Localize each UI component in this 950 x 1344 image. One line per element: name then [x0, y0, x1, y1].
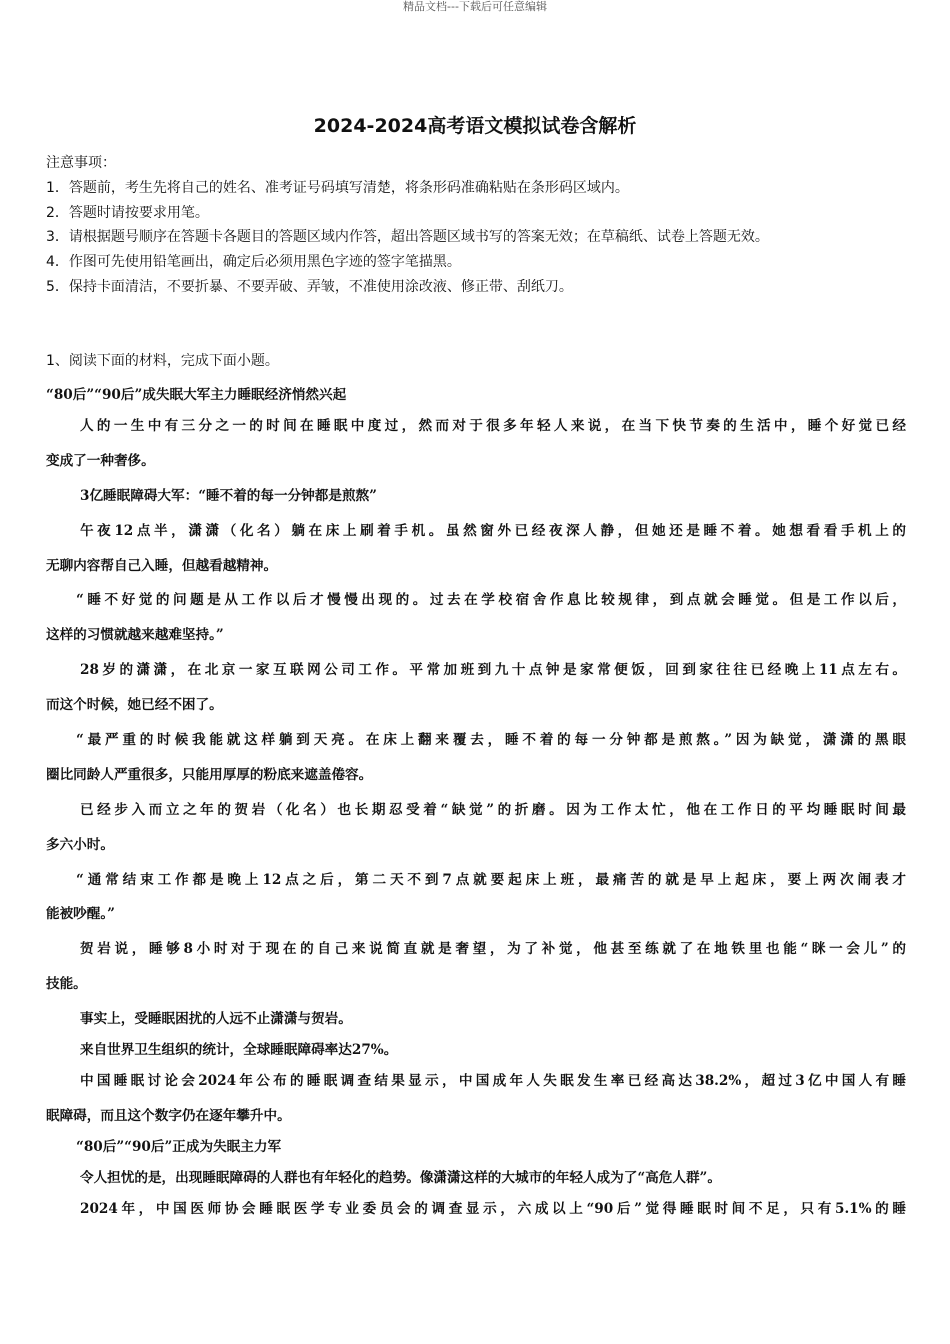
- article-line: “睡不好觉的问题是从工作以后才慢慢出现的。过去在学校宿舍作息比较规律，到点就会睡觉。但是工作以后，: [76, 592, 906, 609]
- article-subheading: “80后”“90后”正成为失眠主力军: [76, 1139, 282, 1156]
- article-line: 28岁的潇潇，在北京一家互联网公司工作。平常加班到九十点钟是家常便饭，回到家往往已经晚上11点左右。: [80, 662, 906, 679]
- article-line: 令人担忧的是，出现睡眠障碍的人群也有年轻化的趋势。像潇潇这样的大城市的年轻人成为了“高危人群”。: [80, 1170, 721, 1187]
- article-body: [46, 380, 906, 1225]
- notice-heading: 注意事项：: [46, 155, 116, 171]
- article-line: 圈比同龄人严重很多，只能用厚厚的粉底来遮盖倦容。: [46, 766, 373, 783]
- article-line: 眠障碍，而且这个数字仍在逐年攀升中。: [46, 1108, 291, 1125]
- notice-item: 1．答题前，考生先将自己的姓名、准考证号码填写清楚，将条形码准确粘贴在条形码区域内。: [46, 179, 629, 196]
- article-line: 无聊内容帮自己入睡，但越看越精神。: [46, 557, 278, 574]
- article-line: 2024年，中国医师协会睡眠医学专业委员会的调查显示，六成以上“90后”觉得睡眠时间不足，只有5.1%的睡: [80, 1201, 906, 1218]
- page-header-note: 精品文档---下载后可任意编辑: [403, 0, 547, 13]
- article-line: 午夜12点半，潇潇（化名）躺在床上刷着手机。虽然窗外已经夜深人静，但她还是睡不着。她想看看手机上的: [80, 522, 906, 539]
- article-line: “最严重的时候我能就这样躺到天亮。在床上翻来覆去，睡不着的每一分钟都是煎熬。”因为缺觉，潇潇的黑眼: [76, 732, 906, 749]
- article-line: 而这个时候，她已经不困了。: [46, 697, 223, 714]
- notice-item: 5．保持卡面清洁，不要折暴、不要弄破、弄皱，不准使用涂改液、修正带、刮纸刀。: [46, 278, 573, 295]
- article-line: “通常结束工作都是晚上12点之后，第二天不到7点就要起床上班，最痛苦的就是早上起床，要上两次闹表才: [76, 871, 906, 888]
- notice-item: 3．请根据题号顺序在答题卡各题目的答题区域内作答，超出答题区域书写的答案无效；在草稿纸、试卷上答题无效。: [46, 229, 769, 246]
- article-line: 贺岩说，睡够8小时对于现在的自己来说简直就是奢望，为了补觉，他甚至练就了在地铁里也能“眯一会儿”的: [80, 941, 906, 958]
- article-line: 人的一生中有三分之一的时间在睡眠中度过，然而对于很多年轻人来说，在当下快节奏的生活中，睡个好觉已经: [80, 418, 906, 434]
- page-title: 2024-2024高考语文模拟试卷含解析: [313, 115, 637, 137]
- article-line: 事实上，受睡眠困扰的人远不止潇潇与贺岩。: [80, 1011, 352, 1028]
- article-line: 变成了一种奢侈。: [46, 452, 155, 469]
- article-line: 这样的习惯就越来越难坚持。”: [46, 627, 224, 644]
- article-line: 能被吵醒。”: [46, 906, 115, 923]
- article-line: 多六小时。: [46, 836, 114, 853]
- article-line: 中国睡眠讨论会2024年公布的睡眠调查结果显示，中国成年人失眠发生率已经高达38.2%，超过3亿中国人有睡: [80, 1073, 906, 1090]
- notice-item: 4．作图可先使用铅笔画出，确定后必须用黑色字迹的签字笔描黑。: [46, 254, 461, 271]
- notice-section: [46, 151, 916, 300]
- article-line: 来自世界卫生组织的统计，全球睡眠障碍率达27%。: [80, 1042, 398, 1059]
- article-subheading: 3亿睡眠障碍大军：“睡不着的每一分钟都是煎熬”: [80, 487, 377, 504]
- article-headline: “80后”“90后”成失眠大军主力睡眠经济悄然兴起: [46, 387, 347, 403]
- article-line: 已经步入而立之年的贺岩（化名）也长期忍受着“缺觉”的折磨。因为工作太忙，他在工作日的平均睡眠时间最: [80, 801, 906, 818]
- question-intro: 1、阅读下面的材料，完成下面小题。: [46, 353, 279, 369]
- article-line: 技能。: [46, 976, 87, 993]
- notice-item: 2．答题时请按要求用笔。: [46, 204, 209, 221]
